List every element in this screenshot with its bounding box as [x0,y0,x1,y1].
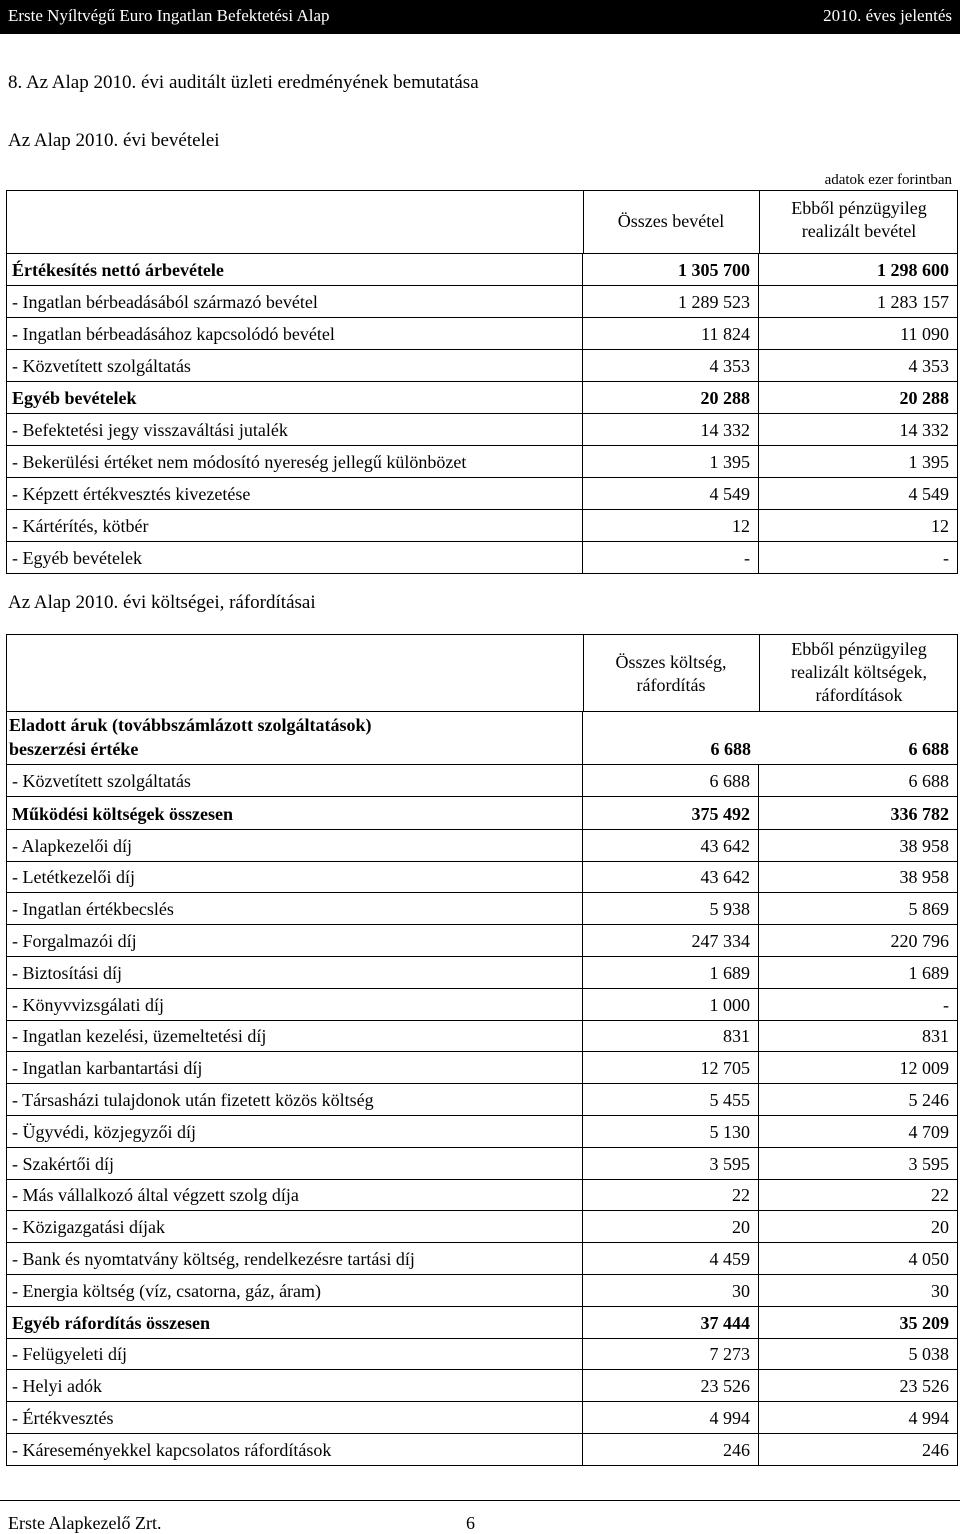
costs-table-header [6,634,958,712]
income-rows [6,254,958,574]
row-realized [759,254,957,285]
row-label [7,797,583,829]
row-realized [759,1052,957,1083]
row-total-text: 246 [723,1439,750,1460]
row-total [583,1339,759,1370]
row-label-text: - Könyvvizsgálati díj [12,994,164,1015]
income-col-realized [759,197,959,243]
row-total [583,1307,759,1338]
row-total-text: 3 595 [709,1153,750,1174]
row-total [583,797,759,829]
row-label-text: - Közigazgatási díjak [12,1217,165,1238]
row-label [7,893,583,924]
row-total [583,510,759,541]
row-label [7,318,583,349]
row-label [7,1084,583,1115]
costs-col-total [583,651,759,697]
table-row [6,542,958,574]
row-total-text: 14 332 [700,420,750,440]
row-label [7,414,583,445]
table-row [6,350,958,382]
row-label-text: - Alapkezelői díj [12,835,132,856]
row-total [583,1084,759,1115]
row-realized [759,382,957,413]
row-label [7,478,583,509]
income-col-realized-line2: realizált bevétel [801,221,917,241]
row-realized-text: 1 395 [908,452,949,472]
row-realized-text: 12 [931,516,949,536]
row-total [583,446,759,477]
row-label-text: - Letétkezelői díj [12,867,135,888]
row-total-text: 4 549 [709,484,750,504]
costs-col-realized-line1: Ebből pénzügyileg [791,639,927,659]
row-total [583,893,759,924]
row-label [7,862,583,893]
row-realized-text: 4 050 [908,1248,949,1269]
row-realized-text: 5 869 [908,899,949,920]
row-realized-text: 23 526 [899,1376,949,1397]
costs-col-realized-line3: ráfordítások [815,685,903,705]
row-realized [759,318,957,349]
row-total [583,1180,759,1211]
row-label-text: - Helyi adók [12,1376,102,1397]
row-label-text: - Értékvesztés [12,1407,114,1428]
row-label [7,1052,583,1083]
row-label-text: - Közvetített szolgáltatás [12,770,191,791]
row-label [7,1021,583,1052]
row-realized [759,350,957,381]
row-total [583,254,759,285]
table-row [6,1180,958,1212]
table-row [6,862,958,894]
table-row [6,1084,958,1116]
row-realized [759,1339,957,1370]
row-label [7,830,583,861]
row-realized-text: 831 [922,1026,949,1047]
row-realized-text: 1 298 600 [877,260,949,280]
row-realized [759,1116,957,1147]
row-total [583,1370,759,1401]
row-label [7,989,583,1020]
first-row-label-line1: Eladott áruk (továbbszámlázott szolgáltatások) [9,715,372,735]
row-total-text: 1 395 [709,452,750,472]
row-label [7,382,583,413]
row-label-text: - Ingatlan kezelési, üzemeltetési díj [12,1026,267,1047]
row-total-text: 247 334 [691,930,750,951]
page-header [0,0,960,34]
row-realized [759,414,957,445]
table-row [6,765,958,797]
row-label [7,1434,583,1465]
row-realized [759,1084,957,1115]
header-fund-name: Erste Nyíltvégű Euro Ingatlan Befektetési Alap [8,6,330,25]
row-label-text: - Szakértői díj [12,1153,114,1174]
row-total [583,542,759,573]
row-label [7,1116,583,1147]
row-label-text: - Ingatlan bérbeadásához kapcsolódó bevétel [12,324,335,344]
table-row [6,478,958,510]
row-realized [759,1021,957,1052]
row-realized [759,286,957,317]
row-total [583,318,759,349]
row-label-text: - Bekerülési értéket nem módosító nyereség jellegű különbözet [12,452,467,472]
costs-col-realized [759,638,959,707]
row-label [7,1211,583,1242]
row-realized-text: 12 009 [899,1058,949,1079]
table-row [6,989,958,1021]
row-total [583,286,759,317]
row-total [583,830,759,861]
row-realized-text: 336 782 [890,803,949,824]
row-total-text: 5 130 [709,1121,750,1142]
row-realized-text: 22 [931,1185,949,1206]
row-total [583,1434,759,1465]
row-label [7,350,583,381]
row-realized [759,925,957,956]
footer-page-number: 6 [466,1513,475,1533]
table-row [6,925,958,957]
row-label-text: - Közvetített szolgáltatás [12,356,191,376]
row-total [583,478,759,509]
income-col-total: Összes bevétel [617,211,725,231]
table-row [6,957,958,989]
table-row [6,1211,958,1243]
row-total [583,765,759,796]
row-realized-text: 11 090 [900,324,949,344]
row-realized [759,510,957,541]
row-total [583,989,759,1020]
row-total [583,414,759,445]
row-label [7,765,583,796]
page-footer [0,1500,960,1533]
row-total-text: 22 [732,1185,750,1206]
row-label [7,957,583,988]
income-table [6,190,958,574]
row-total-text: 4 353 [709,356,750,376]
row-total-text: 20 [732,1217,750,1238]
row-label-text: - Képzett értékvesztés kivezetése [12,484,251,504]
row-total [583,862,759,893]
row-total-text: 23 526 [700,1376,750,1397]
table-row [6,1370,958,1402]
cost-rows [6,765,958,1466]
row-realized [759,862,957,893]
row-realized [759,1180,957,1211]
row-label-text: Értékesítés nettó árbevétele [12,260,224,280]
row-realized-text: 5 038 [908,1344,949,1365]
row-label [7,542,583,573]
costs-col-total-line1: Összes költség, [615,652,727,672]
row-total [583,1243,759,1274]
row-total-text: 1 689 [709,962,750,983]
row-total-text: 4 994 [709,1407,750,1428]
row-total-text: 4 459 [709,1248,750,1269]
row-realized-text: - [943,994,949,1015]
row-total-text: 6 688 [709,770,750,791]
row-total-text: 1 000 [709,994,750,1015]
row-total [583,1021,759,1052]
row-total [583,382,759,413]
first-row-realized-value: 6 688 [908,739,949,759]
income-col-realized-line1: Ebből pénzügyileg [791,198,927,218]
row-realized-text: 4 353 [908,356,949,376]
row-realized-text: 6 688 [908,770,949,791]
row-label [7,1402,583,1433]
row-label-text: Működési költségek összesen [12,803,234,824]
row-total-text: 11 824 [701,324,750,344]
costs-first-row [6,712,958,765]
row-label-text: - Energia költség (víz, csatorna, gáz, áram) [12,1280,322,1301]
row-total-text: - [744,548,750,568]
row-label [7,1243,583,1274]
row-label [7,1180,583,1211]
first-row-label-line2: beszerzési értéke [9,739,139,759]
row-realized-text: 35 209 [899,1312,949,1333]
row-total [583,1116,759,1147]
table-row [6,1052,958,1084]
row-total [583,712,759,764]
row-realized-text: 20 [931,1217,949,1238]
row-realized [759,1307,957,1338]
costs-table [6,634,958,1466]
row-total-text: 375 492 [691,803,750,824]
row-realized-text: 4 994 [908,1407,949,1428]
table-row [6,1021,958,1053]
row-total [583,1148,759,1179]
row-total-text: 43 642 [700,867,750,888]
income-table-header [6,190,958,254]
row-total-text: 37 444 [700,1312,750,1333]
table-row [6,382,958,414]
row-realized [759,712,957,764]
row-total-text: 1 305 700 [678,260,750,280]
first-row-total-value: 6 688 [710,739,751,759]
table-row [6,1402,958,1434]
row-label-text: - Más vállalkozó által végzett szolg díja [12,1185,299,1206]
row-realized-text: 4 709 [908,1121,949,1142]
row-label-text: - Biztosítási díj [12,962,122,983]
row-total [583,350,759,381]
row-total-text: 30 [732,1280,750,1301]
table-row [6,1339,958,1371]
row-label-text: - Ingatlan értékbecslés [12,899,174,920]
row-label-text: - Ügyvédi, közjegyzői díj [12,1121,196,1142]
row-label-text: - Társasházi tulajdonok után fizetett közös költség [12,1089,374,1110]
row-realized-text: 5 246 [908,1089,949,1110]
row-realized-text: 1 689 [908,962,949,983]
costs-col-total-line2: ráfordítás [636,675,706,695]
table-row [6,1307,958,1339]
row-realized-text: 14 332 [899,420,949,440]
row-realized-text: 4 549 [908,484,949,504]
table-row [6,318,958,350]
unit-note: adatok ezer forintban [824,172,952,188]
row-label [7,925,583,956]
row-label-text: Egyéb ráfordítás összesen [12,1312,210,1333]
row-realized [759,1211,957,1242]
row-realized [759,446,957,477]
row-realized [759,1434,957,1465]
row-realized-text: 20 288 [899,388,949,408]
row-total-text: 43 642 [700,835,750,856]
row-total [583,925,759,956]
table-row [6,830,958,862]
row-realized [759,957,957,988]
table-row [6,510,958,542]
table-row [6,797,958,830]
row-realized [759,1402,957,1433]
row-realized-text: 38 958 [899,867,949,888]
row-realized-text: 38 958 [899,835,949,856]
table-row [6,1243,958,1275]
table-row [6,1275,958,1307]
row-label [7,712,583,764]
row-total-text: 12 [732,516,750,536]
row-label [7,1148,583,1179]
row-label-text: - Kártérítés, kötbér [12,516,149,536]
row-realized [759,830,957,861]
row-label-text: - Ingatlan bérbeadásából származó bevétel [12,292,318,312]
table-row [6,1116,958,1148]
row-realized [759,989,957,1020]
row-total [583,1052,759,1083]
row-realized-text: 1 283 157 [877,292,949,312]
row-label-text: - Befektetési jegy visszaváltási jutalék [12,420,288,440]
row-total [583,957,759,988]
row-realized-text: 220 796 [890,930,949,951]
row-label-text: - Bank és nyomtatvány költség, rendelkezésre tartási díj [12,1248,415,1269]
row-label-text: - Egyéb bevételek [12,548,142,568]
row-total [583,1402,759,1433]
row-label-text: - Káreseményekkel kapcsolatos ráfordítások [12,1439,332,1460]
table-row [6,446,958,478]
row-label-text: Egyéb bevételek [12,388,137,408]
row-realized [759,797,957,829]
row-realized [759,542,957,573]
row-total-text: 7 273 [709,1344,750,1365]
table-row [6,1434,958,1466]
table-row [6,893,958,925]
row-total-text: 1 289 523 [678,292,750,312]
row-label [7,286,583,317]
row-realized [759,1243,957,1274]
table-row [6,286,958,318]
row-total [583,1211,759,1242]
row-label [7,510,583,541]
row-total-text: 20 288 [700,388,750,408]
row-realized [759,1148,957,1179]
costs-title: Az Alap 2010. évi költségei, ráfordításai [8,592,316,613]
row-label [7,1275,583,1306]
row-realized [759,478,957,509]
row-total [583,1275,759,1306]
costs-col-realized-line2: realizált költségek, [791,662,927,682]
row-realized [759,1370,957,1401]
row-realized-text: 246 [922,1439,949,1460]
row-realized-text: - [943,548,949,568]
row-realized [759,1275,957,1306]
row-total-text: 12 705 [700,1058,750,1079]
income-title: Az Alap 2010. évi bevételei [8,130,220,151]
row-label [7,446,583,477]
footer-company: Erste Alapkezelő Zrt. [8,1513,162,1533]
row-realized [759,893,957,924]
row-label-text: - Ingatlan karbantartási díj [12,1058,203,1079]
row-total-text: 5 455 [709,1089,750,1110]
table-row [6,254,958,286]
row-label [7,1339,583,1370]
row-total-text: 5 938 [709,899,750,920]
row-label [7,1370,583,1401]
table-row [6,414,958,446]
row-realized-text: 3 595 [908,1153,949,1174]
row-label [7,1307,583,1338]
row-total-text: 831 [723,1026,750,1047]
table-row [6,1148,958,1180]
row-realized-text: 30 [931,1280,949,1301]
row-label-text: - Forgalmazói díj [12,930,137,951]
header-report-title: 2010. éves jelentés [823,6,952,25]
row-realized [759,765,957,796]
row-label [7,254,583,285]
row-label-text: - Felügyeleti díj [12,1344,127,1365]
section-title: 8. Az Alap 2010. évi auditált üzleti eredményének bemutatása [8,72,479,93]
